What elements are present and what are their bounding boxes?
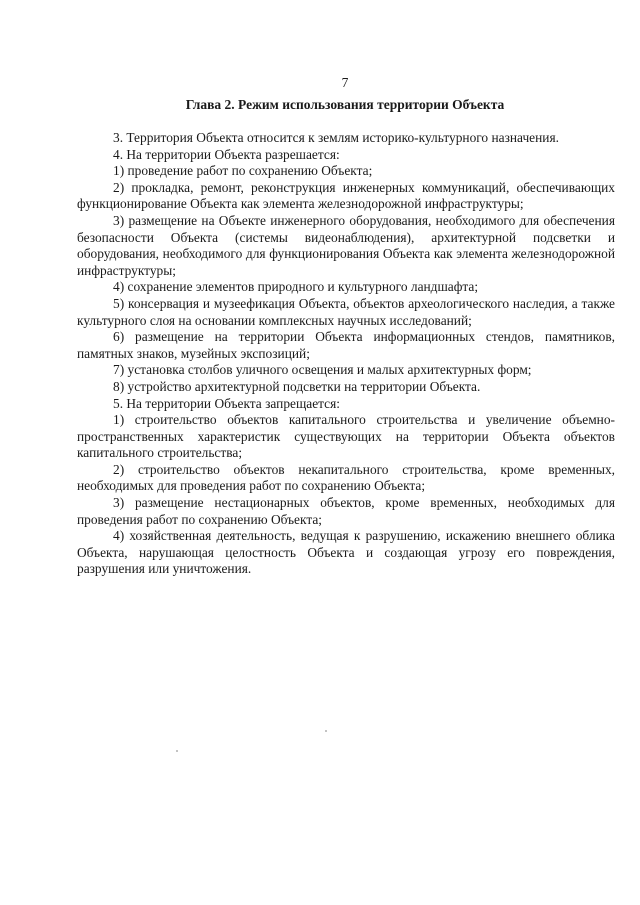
paragraph-territory-category: 3. Территория Объекта относится к землям историко-культурного назначения. — [113, 130, 559, 145]
list-item-permitted-3: 3) размещение на Объекте инженерного оборудования, необходимого для обеспечения безопасности Объекта (системы видеонаблюдения), архитектурной подсветки и оборудования, необходимого для функционирования Объекта как элемента железнодорожной инфраструктуры; — [77, 212, 615, 278]
paragraph-permitted-heading: 4. На территории Объекта разрешается: — [113, 146, 340, 162]
body-text — [77, 130, 615, 578]
list-item-permitted-7: 7) установка столбов уличного освещения и малых архитектурных форм; — [113, 362, 532, 378]
paragraph-prohibited-heading: 5. На территории Объекта запрещается: — [113, 395, 340, 411]
list-item-prohibited-3: 3) размещение нестационарных объектов, кроме временных, необходимых для проведения работ по сохранению Объекта; — [77, 495, 615, 527]
chapter-title: Глава 2. Режим использования территории Объекта — [185, 97, 505, 112]
list-item-permitted-8: 8) устройство архитектурной подсветки на территории Объекта. — [113, 378, 481, 394]
list-item-permitted-4: 4) сохранение элементов природного и культурного ландшафта; — [113, 279, 479, 295]
list-item-prohibited-1: 1) строительство объектов капитального строительства и увеличение объемно-пространственных характеристик существующих на территории Объекта объектов капитального строительства; — [77, 412, 615, 461]
list-item-permitted-5: 5) консервация и музеефикация Объекта, объектов археологического наследия, а также культурного слоя на основании комплексных научных исследований; — [77, 295, 615, 328]
scan-speck — [325, 730, 327, 732]
scan-speck — [176, 750, 178, 752]
page-number: 7 — [341, 75, 349, 90]
list-item-permitted-1: 1) проведение работ по сохранению Объекта; — [113, 163, 373, 179]
list-item-permitted-2: 2) прокладка, ремонт, реконструкция инженерных коммуникаций, обеспечивающих функционирование Объекта как элемента железнодорожной инфраструктуры; — [77, 179, 615, 212]
list-item-permitted-6: 6) размещение на территории Объекта информационных стендов, памятников, памятных знаков, музейных экспозиций; — [77, 329, 615, 361]
list-item-prohibited-4: 4) хозяйственная деятельность, ведущая к разрушению, искажению внешнего облика Объекта, нарушающая целостность Объекта и создающая угрозу его повреждения, разрушения или уничтожения. — [77, 528, 615, 577]
list-item-prohibited-2: 2) строительство объектов некапитального строительства, кроме временных, необходимых для проведения работ по сохранению Объекта; — [77, 461, 615, 494]
